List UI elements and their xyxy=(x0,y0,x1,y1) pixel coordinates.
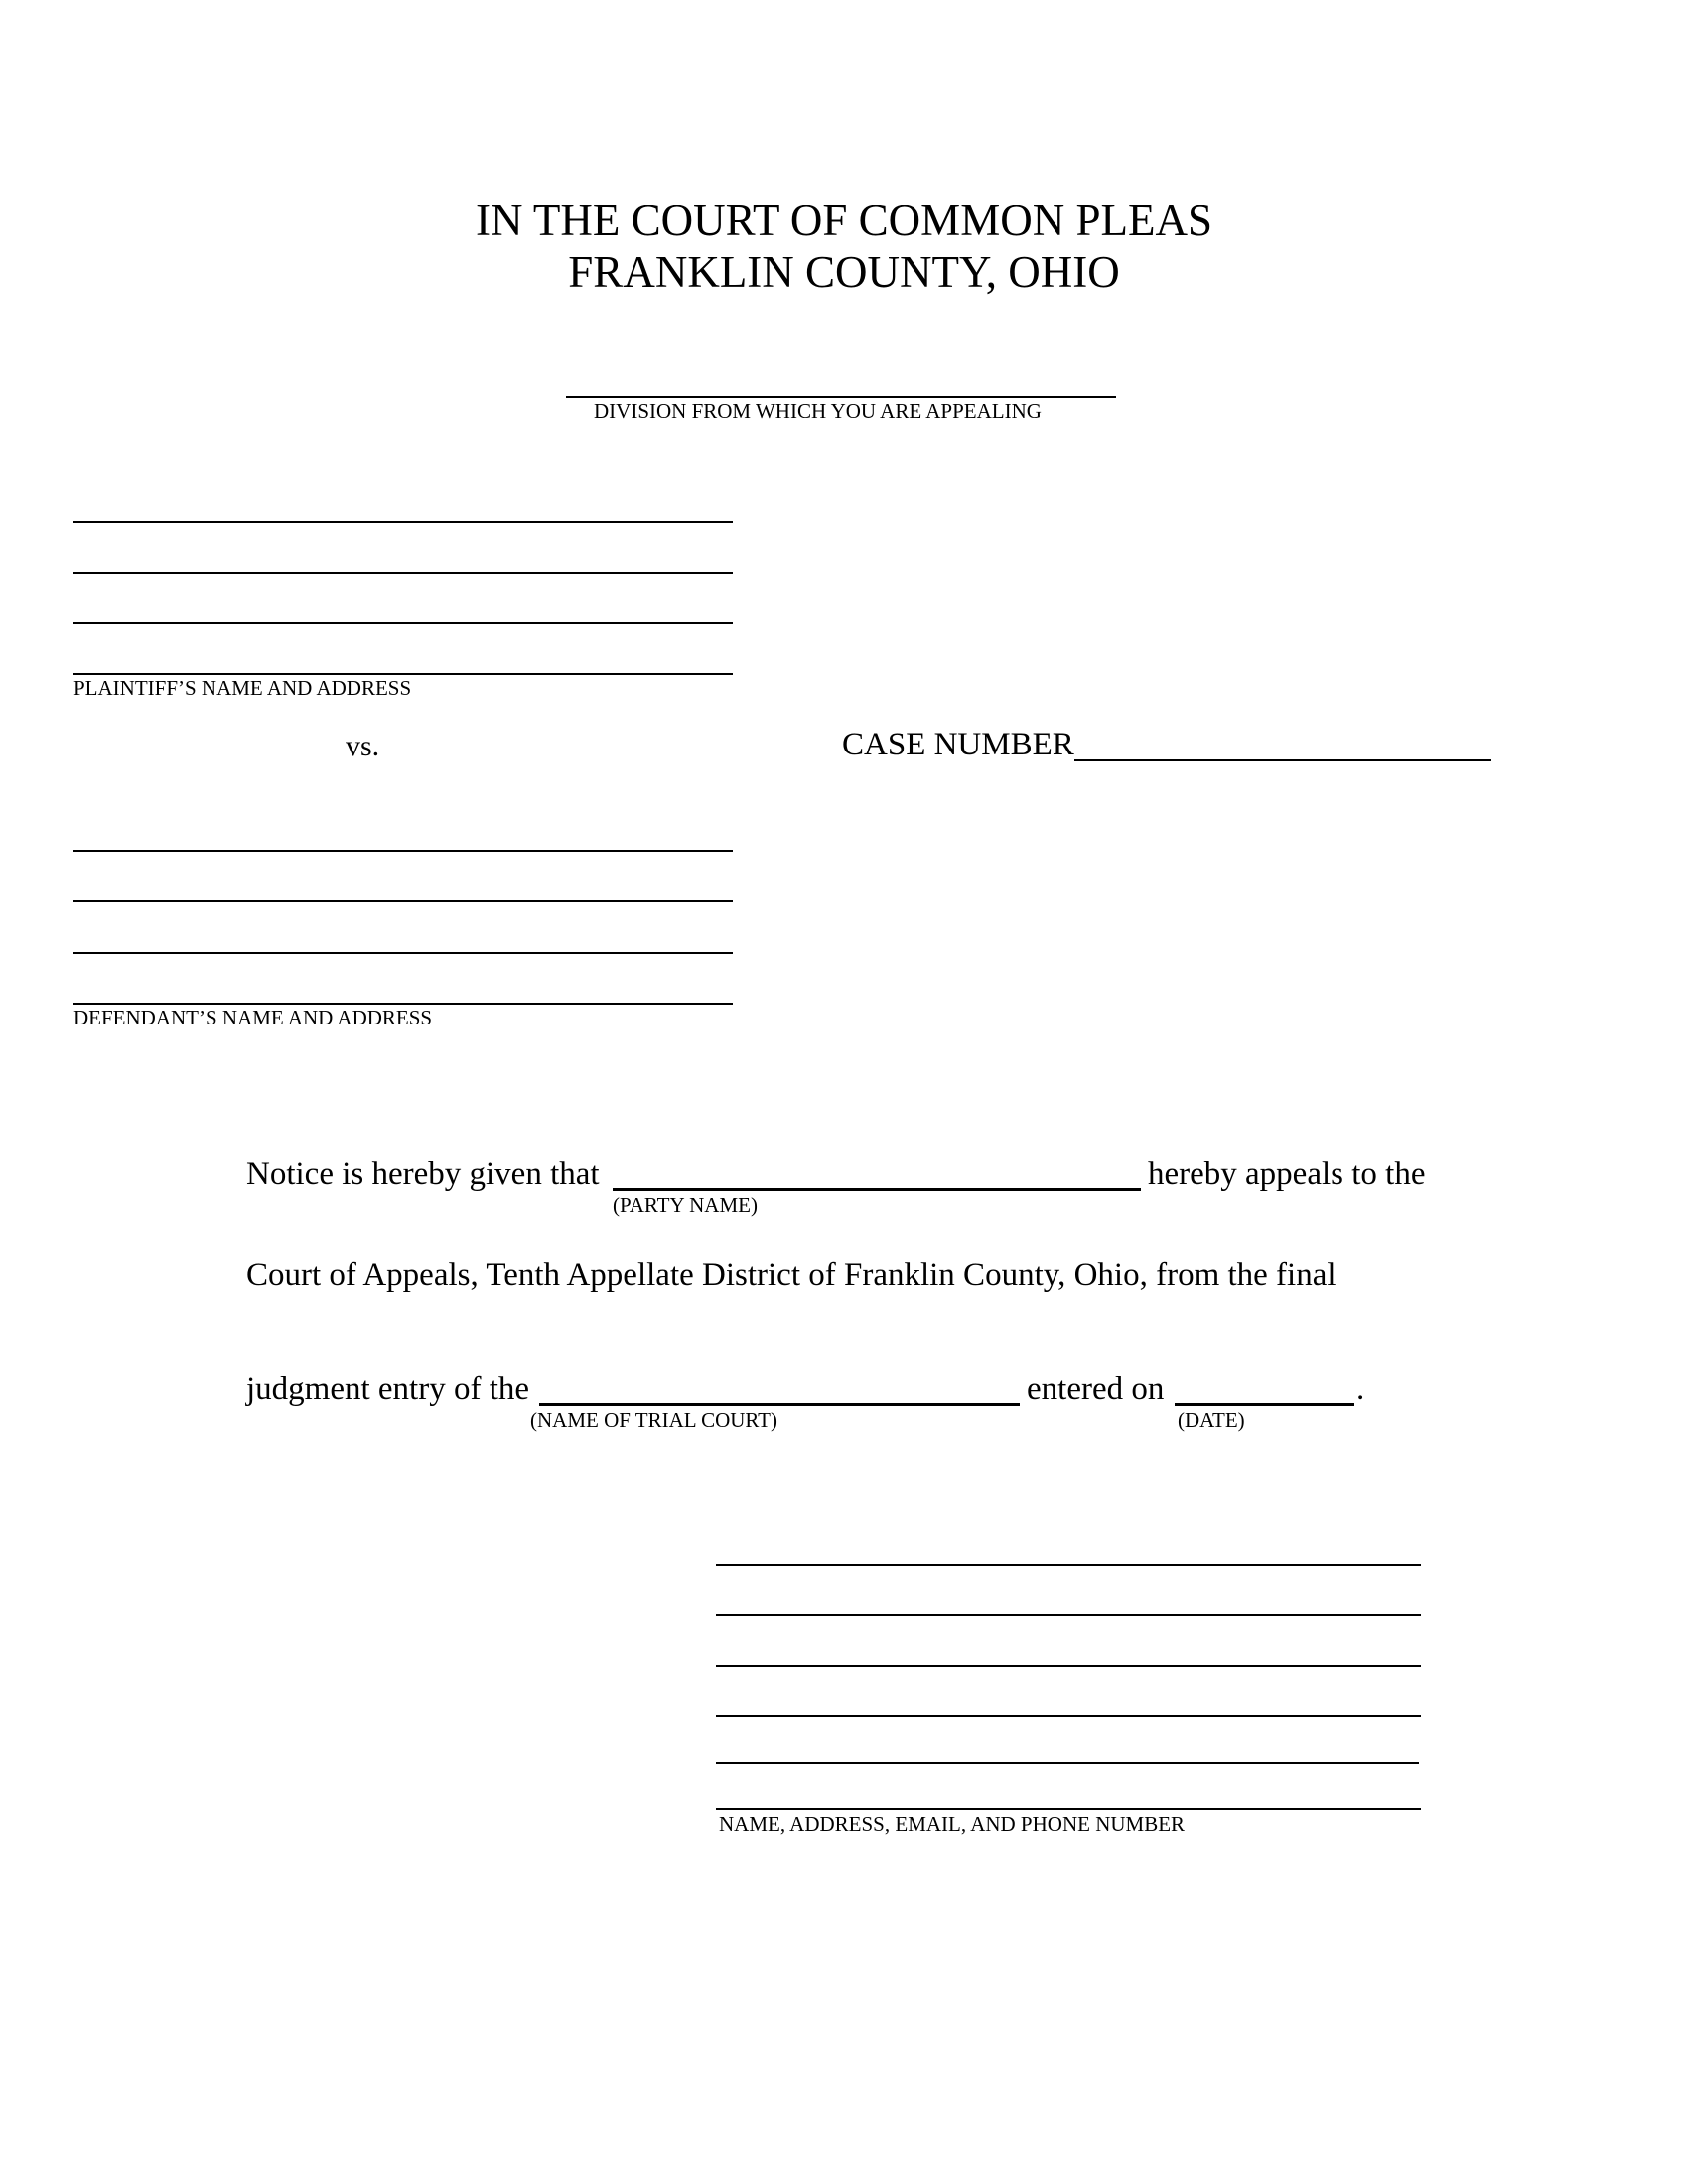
court-title: IN THE COURT OF COMMON PLEAS xyxy=(476,196,1212,245)
division-field[interactable] xyxy=(566,396,1116,398)
signature-line-1[interactable] xyxy=(716,1564,1421,1566)
county-title: FRANKLIN COUNTY, OHIO xyxy=(568,247,1120,297)
division-label: DIVISION FROM WHICH YOU ARE APPEALING xyxy=(594,399,1042,423)
plaintiff-line-4[interactable] xyxy=(73,673,733,675)
signature-line-6[interactable] xyxy=(716,1808,1421,1810)
signature-line-5[interactable] xyxy=(716,1762,1419,1764)
trial-court-caption: (NAME OF TRIAL COURT) xyxy=(530,1408,777,1432)
defendant-line-3[interactable] xyxy=(73,952,733,954)
notice-text-4: judgment entry of the xyxy=(246,1371,530,1407)
party-name-field[interactable] xyxy=(613,1188,1141,1191)
date-caption: (DATE) xyxy=(1178,1408,1245,1432)
notice-text-5: entered on xyxy=(1027,1371,1165,1407)
defendant-label: DEFENDANT’S NAME AND ADDRESS xyxy=(73,1006,433,1029)
signature-label: NAME, ADDRESS, EMAIL, AND PHONE NUMBER xyxy=(719,1812,1186,1836)
signature-line-3[interactable] xyxy=(716,1665,1421,1667)
vs-text: vs. xyxy=(346,730,380,762)
notice-period: . xyxy=(1356,1371,1365,1407)
plaintiff-line-3[interactable] xyxy=(73,622,733,624)
notice-text-1: Notice is hereby given that xyxy=(246,1157,600,1192)
case-number-label: CASE NUMBER xyxy=(842,727,1074,762)
signature-line-4[interactable] xyxy=(716,1715,1421,1717)
defendant-line-1[interactable] xyxy=(73,850,733,852)
plaintiff-label: PLAINTIFF’S NAME AND ADDRESS xyxy=(73,676,412,700)
trial-court-field[interactable] xyxy=(539,1403,1020,1406)
date-field[interactable] xyxy=(1175,1403,1354,1406)
case-number-field[interactable] xyxy=(1074,759,1491,761)
party-name-caption: (PARTY NAME) xyxy=(613,1193,758,1217)
plaintiff-line-1[interactable] xyxy=(73,521,733,523)
defendant-line-2[interactable] xyxy=(73,900,733,902)
plaintiff-line-2[interactable] xyxy=(73,572,733,574)
notice-text-3: Court of Appeals, Tenth Appellate District of Franklin County, Ohio, from the final xyxy=(246,1257,1336,1293)
signature-line-2[interactable] xyxy=(716,1614,1421,1616)
notice-text-2: hereby appeals to the xyxy=(1148,1157,1426,1192)
defendant-line-4[interactable] xyxy=(73,1003,733,1005)
